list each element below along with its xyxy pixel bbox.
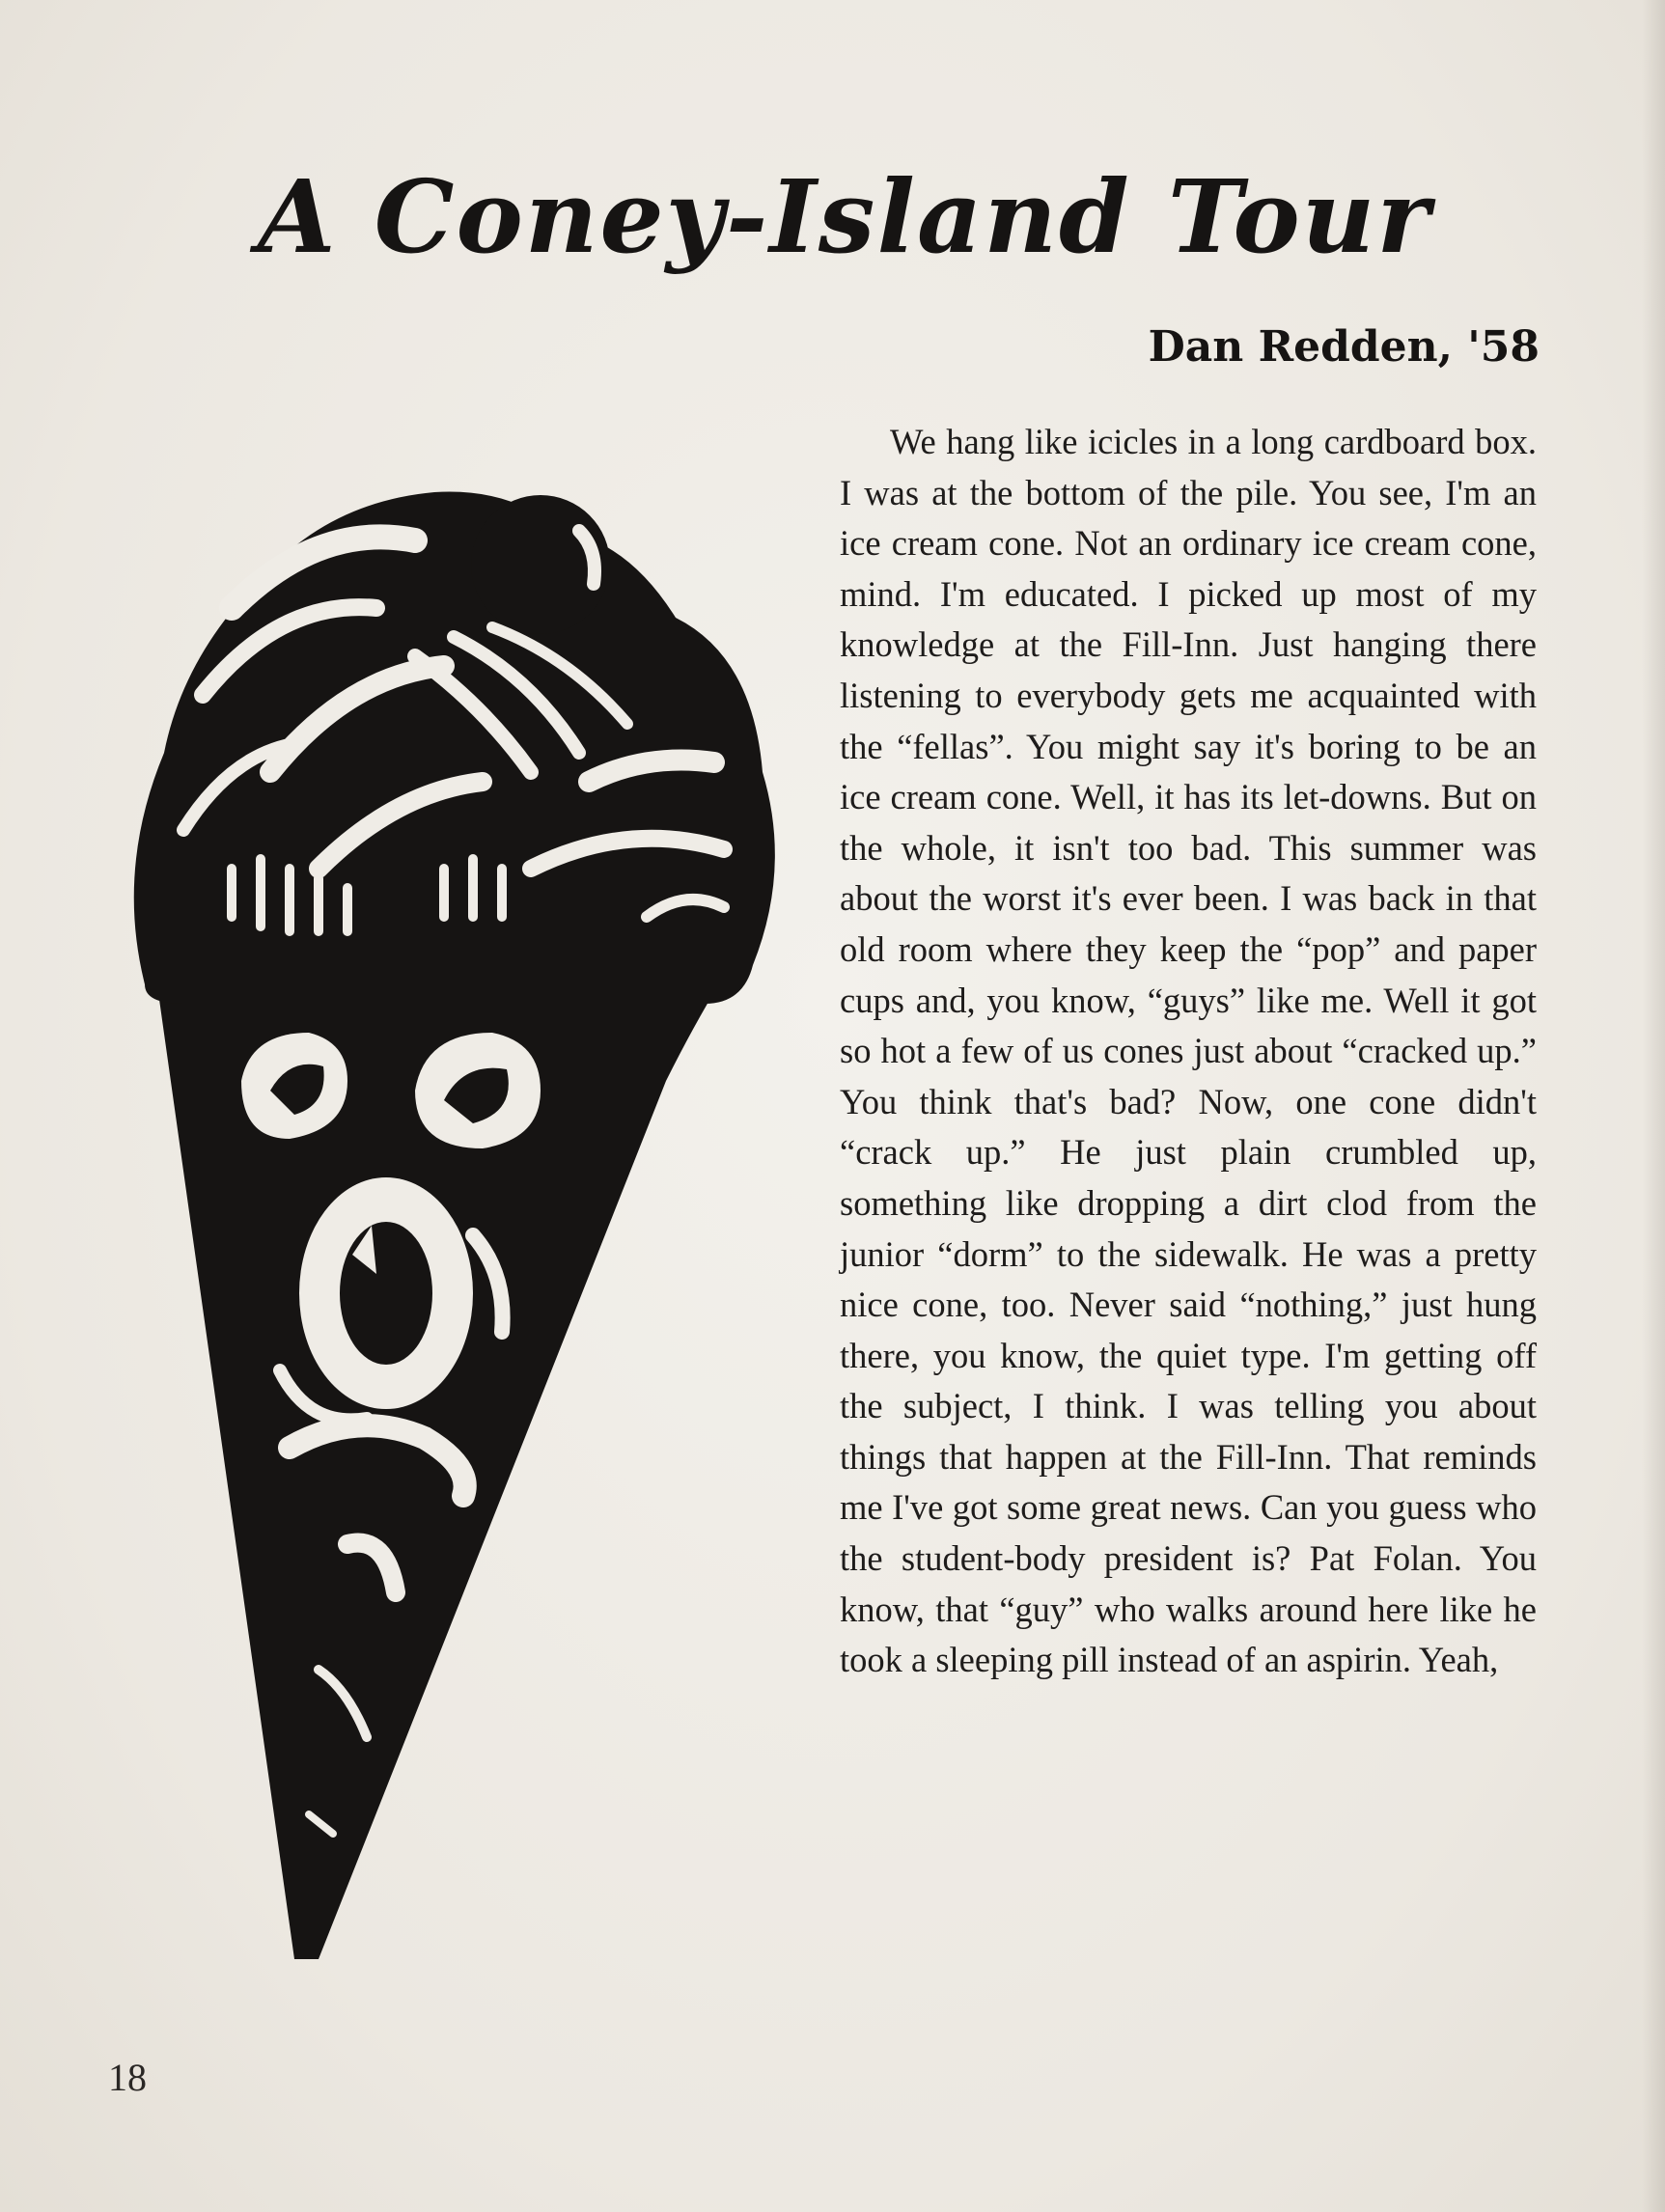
ice-cream-scoop xyxy=(134,492,775,1005)
article-author: Dan Redden, '58 xyxy=(1148,322,1540,372)
ice-cream-cone-illustration xyxy=(125,463,801,2007)
article-body: We hang like icicles in a long cardboard box. I was at the bottom of the pile. You see, I'm an ice cream cone. Not an ordinary ice cream cone, mind. I'm educated. I picked up most of my knowledge at the Fill-Inn. Just hanging there listening to everybody gets me acquainted with the “fellas”. You might say it's boring to be an ice cream cone. Well, it has its let-downs. But on the whole, it isn't too bad. This summer was about the worst it's ever been. I was back in that old room where they keep the “pop” and paper cups and, you know, “guys” like me. Well it got so hot a few of us cones just about “cracked up.” You think that's bad? Now, one cone didn't “crack up.” He just plain crumbled up, something like dropping a dirt clod from the junior “dorm” to the sidewalk. He was a pretty nice cone, too. Never said “nothing,” just hung there, you know, the quiet type. I'm getting off the subject, I think. I was telling you about things that happen at the Fill-Inn. That reminds me I've got some great news. Can you guess who the student-body president is? Pat Folan. You know, that “guy” who walks around here like he took a sleeping pill instead of an aspirin. Yeah, xyxy=(840,422,1537,1680)
page-edge-shadow xyxy=(1642,0,1665,2212)
article-title: A Coney-Island Tour xyxy=(257,157,1432,276)
page-number: 18 xyxy=(108,2056,147,2099)
